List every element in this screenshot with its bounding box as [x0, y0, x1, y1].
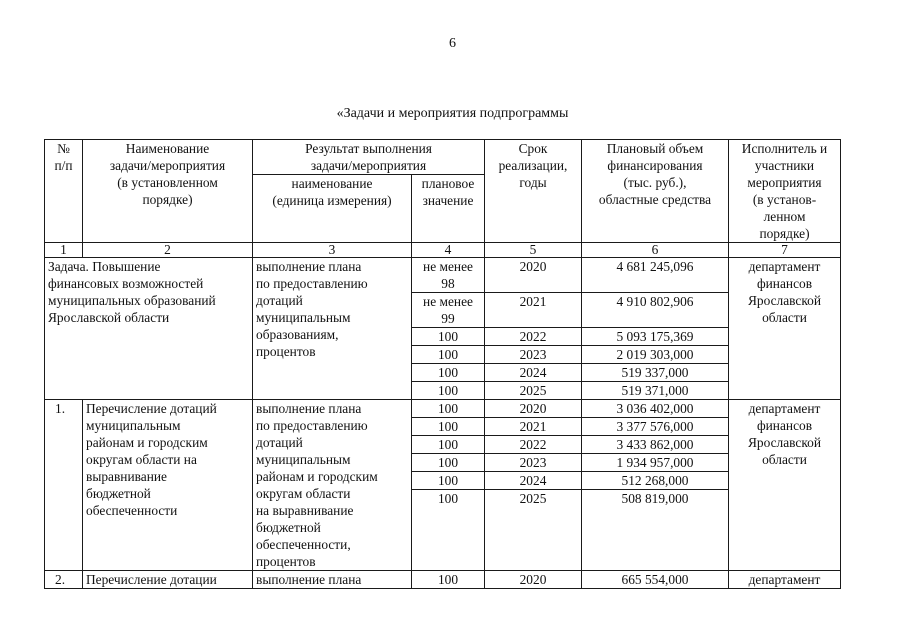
header-plan-value: плановое значение	[412, 175, 485, 243]
header-num: № п/п	[45, 140, 83, 243]
task-executor: департамент финансов Ярославской области	[729, 258, 841, 400]
col-number-1: 1	[45, 243, 83, 258]
task-plan-value: 100	[412, 382, 485, 400]
item1-plan-value: 100	[412, 454, 485, 472]
item1-year: 2020	[485, 400, 582, 418]
task-amount: 519 337,000	[582, 364, 729, 382]
item1-year: 2023	[485, 454, 582, 472]
item1-name: Перечисление дотаций муниципальным районам и городским округам области на выравнивание бюджетной обеспеченности	[83, 400, 253, 571]
col-number-4: 4	[412, 243, 485, 258]
item1-number: 1.	[45, 400, 83, 571]
col-number-5: 5	[485, 243, 582, 258]
task-name: Задача. Повышение финансовых возможностей муниципальных образований Ярославской области	[45, 258, 253, 400]
item1-year: 2024	[485, 472, 582, 490]
task-result-name: выполнение плана по предоставлению дотаций муниципальным образованиям, процентов	[253, 258, 412, 400]
item2-amount: 665 554,000	[582, 571, 729, 589]
header-task-name: Наименование задачи/мероприятия (в установленном порядке)	[83, 140, 253, 243]
item1-year: 2025	[485, 490, 582, 571]
header-row-1	[45, 140, 841, 175]
item1-plan-value: 100	[412, 472, 485, 490]
item1-amount: 1 934 957,000	[582, 454, 729, 472]
item1-plan-value: 100	[412, 400, 485, 418]
item1-year: 2021	[485, 418, 582, 436]
item1-amount: 3 377 576,000	[582, 418, 729, 436]
item1-executor: департамент финансов Ярославской области	[729, 400, 841, 571]
item1-amount: 3 433 862,000	[582, 436, 729, 454]
item1-plan-value: 100	[412, 418, 485, 436]
task-amount: 2 019 303,000	[582, 346, 729, 364]
header-funding: Плановый объем финансирования (тыс. руб.), областные средства	[582, 140, 729, 243]
task-row-2020	[45, 258, 841, 293]
item2-result-name: выполнение плана	[253, 571, 412, 589]
task-year: 2021	[485, 293, 582, 328]
item1-plan-value: 100	[412, 436, 485, 454]
task-amount: 519 371,000	[582, 382, 729, 400]
header-executor: Исполнитель и участники мероприятия (в установ- ленном порядке)	[729, 140, 841, 243]
item2-plan-value: 100	[412, 571, 485, 589]
column-number-row	[45, 243, 841, 258]
document-title: «Задачи и мероприятия подпрограммы	[336, 106, 569, 121]
item1-amount: 3 036 402,000	[582, 400, 729, 418]
task-year: 2023	[485, 346, 582, 364]
task-plan-value: 100	[412, 346, 485, 364]
item2-name: Перечисление дотации	[83, 571, 253, 589]
header-result-name: наименование (единица измерения)	[253, 175, 412, 243]
task-plan-value: 100	[412, 328, 485, 346]
col-number-6: 6	[582, 243, 729, 258]
task-plan-value: 100	[412, 364, 485, 382]
task-year: 2022	[485, 328, 582, 346]
task-year: 2025	[485, 382, 582, 400]
col-number-2: 2	[83, 243, 253, 258]
item2-year: 2020	[485, 571, 582, 589]
page-number: 6	[449, 36, 456, 51]
item2-row-2020	[45, 571, 841, 589]
item1-result-name: выполнение плана по предоставлению дотаций муниципальным районам и городским округам области на выравнивание бюджетной обеспеченности, процентов	[253, 400, 412, 571]
item1-amount: 512 268,000	[582, 472, 729, 490]
item2-executor: департамент	[729, 571, 841, 589]
item1-plan-value: 100	[412, 490, 485, 571]
header-period: Срок реализации, годы	[485, 140, 582, 243]
task-year: 2024	[485, 364, 582, 382]
task-year: 2020	[485, 258, 582, 293]
col-number-3: 3	[253, 243, 412, 258]
task-plan-value: не менее 99	[412, 293, 485, 328]
item1-year: 2022	[485, 436, 582, 454]
col-number-7: 7	[729, 243, 841, 258]
subprogram-table	[44, 139, 841, 589]
item1-row-2020	[45, 400, 841, 418]
task-amount: 4 681 245,096	[582, 258, 729, 293]
task-plan-value: не менее 98	[412, 258, 485, 293]
item2-number: 2.	[45, 571, 83, 589]
header-result-group: Результат выполнения задачи/мероприятия	[253, 140, 485, 175]
task-amount: 5 093 175,369	[582, 328, 729, 346]
item1-amount: 508 819,000	[582, 490, 729, 571]
task-amount: 4 910 802,906	[582, 293, 729, 328]
